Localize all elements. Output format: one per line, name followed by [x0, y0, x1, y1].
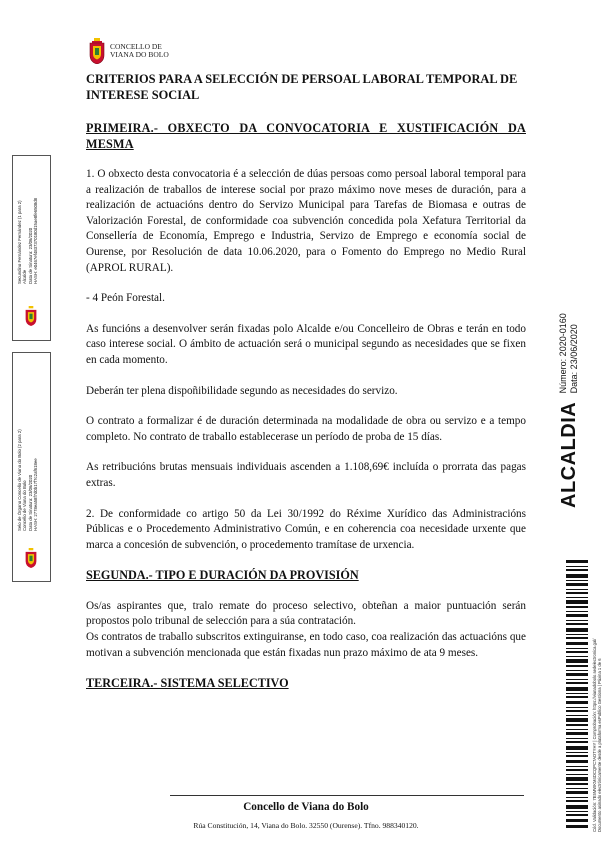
- barcode-icon: [566, 560, 588, 828]
- signature-signer: Selo de Órgano Concello de Viana do Bolo (2 para 2): [17, 429, 22, 531]
- signature-text-mayor: [17, 198, 39, 284]
- coat-of-arms-icon: [24, 306, 38, 326]
- header-logo: [88, 38, 169, 64]
- paragraph-availability: Deberán ter plena dispoñibilidade segundo as necesidades do servizo.: [86, 384, 398, 397]
- signature-role: Concello de Viana do Bolo: [22, 480, 28, 531]
- validation-platform: Documento asinado electrónicamente desde a plataforma esPublico Gestiona | Páxina 1 de 6: [597, 658, 603, 832]
- section-heading-terceira: TERCEIRA.- SISTEMA SELECTIVO: [86, 676, 289, 691]
- stamp-title: ALCALDIA: [558, 401, 580, 508]
- org-name-line1: CONCELLO DE: [110, 41, 162, 51]
- paragraph-functions: As funcións a desenvolver serán fixadas polo Alcalde e/ou Concelleiro de Obras e terán en todo caso interese social. O ámbito de actuación será o municipal segundo as necesidades que se fixen en cada momento.: [86, 322, 526, 366]
- paragraph-object: 1. O obxecto desta convocatoria é a selección de dúas persoas como persoal laboral temporal para a realización de traballos de interese social por prazo máximo nove meses de duración, para a realización de actuacións dentro do Servizo Municipal para Tarefas de Biomasa e outras de Valorización Forestal, de conformidade coa subvención concedida pola Xefatura Territorial da Consellería de Economía, Emprego e Industria, Servizo de Emprego e economía social de Ourense, por Resolución de data 10.06.2020, para o Fomento do Emprego no Medio Rural (APROL RURAL).: [86, 168, 526, 274]
- footer-org-name: Concello de Viana do Bolo: [243, 801, 369, 813]
- footer-divider: [170, 795, 524, 796]
- paragraph-candidates: Os/as aspirantes que, tralo remate do proceso selectivo, obteñan a maior puntuación serán propostos polo tribunal de selección para a súa contratación.: [86, 599, 526, 628]
- coat-of-arms-icon: [24, 548, 38, 568]
- signature-date: Data de Sinatura: 23/06/2020: [27, 474, 33, 531]
- validation-metadata: [592, 639, 603, 832]
- paragraph-urgency: 2. De conformidade co artigo 50 da Lei 30/1992 do Réxime Xurídico das Administracións Públicas e o Procedemento Administrativo Común, e en coherencia coa necesidade urxente que marca a concesión de subvención, o procedemento tramítase de urxencia.: [86, 507, 526, 551]
- section-heading-primeira: PRIMEIRA.- OBXECTO DA CONVOCATORIA E XUSTIFICACIÓN DA MESMA: [86, 121, 526, 151]
- stamp-number: Número: 2020-0160: [558, 313, 568, 394]
- footer-address: Rúa Constitución, 14, Viana do Bolo. 32550 (Ourense). Tfno. 988340120.: [193, 821, 419, 830]
- org-name-line2: VIANA DO BOLO: [110, 50, 169, 59]
- signature-panel-seal: [12, 352, 51, 582]
- coat-of-arms-icon: [88, 38, 106, 64]
- section-heading-segunda: SEGUNDA.- TIPO E DURACIÓN DA PROVISIÓN: [86, 568, 359, 583]
- paragraph-positions: - 4 Peón Forestal.: [86, 292, 165, 305]
- validation-code: Cód. Validación: 7E5MWKM4DCQPC7ADTYHY | Comprobación: https://vianadobolo.sedelectronica.gal/: [592, 638, 597, 832]
- registry-stamp: [558, 313, 581, 508]
- paragraph-salary: As retribucións brutas mensuais individuais ascenden a 1.108,69€ incluída o prorrata das pagas extras.: [86, 461, 526, 489]
- signature-panel-mayor: [12, 155, 51, 341]
- paragraph-duration: Os contratos de traballo subscritos extinguiranse, en todo caso, coa realización das actuacións que motivan a subvención mencionada que están fixadas nun prazo máximo de ata 9 meses.: [86, 630, 526, 659]
- signature-date: Data de Sinatura: 23/06/2020: [27, 227, 33, 284]
- signature-hash: HASH: e0467ef4837370180d15ae8fe6508d8: [33, 197, 39, 284]
- document-title: CRITERIOS PARA A SELECCIÓN DE PERSOAL LABORAL TEMPORAL DE INTERESE SOCIAL: [86, 72, 518, 102]
- stamp-date: Data: 23/06/2020: [569, 324, 579, 394]
- signature-role: Alcalde: [22, 269, 28, 284]
- signature-signer: Secundino Fernández Fernández (1 para 2): [17, 200, 22, 284]
- signature-text-seal: [17, 429, 39, 531]
- paragraph-contract: O contrato a formalizar é de duración determinada na modalidade de obra ou servizo e a tempo completo. No contrato de traballo establecerase un período de proba de 15 días.: [86, 415, 526, 443]
- document-body: [86, 72, 526, 707]
- signature-hash: HASH: 2778ea58f7d0b17f7c2af618ee: [33, 458, 39, 531]
